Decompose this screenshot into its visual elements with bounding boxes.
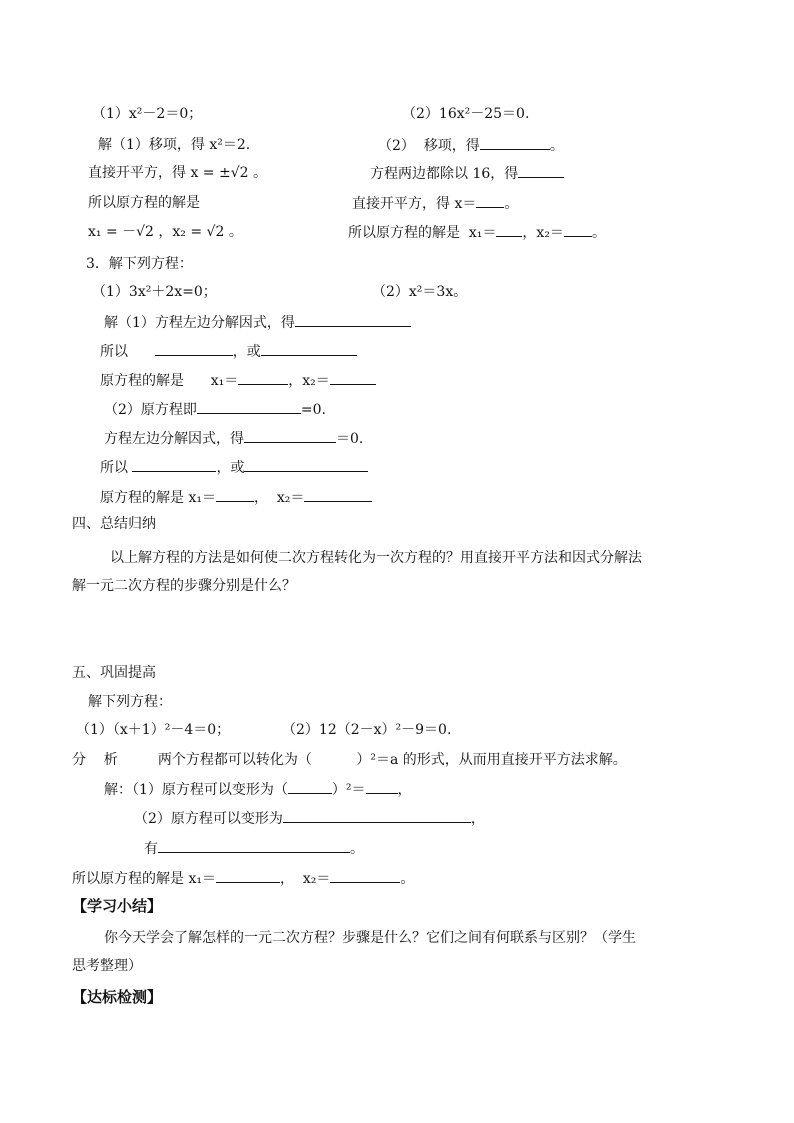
p2-sol2-line4-x2: x₂＝: [536, 225, 564, 241]
answer-blank[interactable]: [238, 370, 288, 385]
solution3-text: 有: [144, 841, 158, 857]
p3-line4-text: （2）原方程即: [104, 402, 197, 418]
p2-question-2: （2）16x²－25＝0.: [402, 106, 530, 122]
p2-sol2-line2-text: 方程两边都除以 16，得: [370, 166, 519, 182]
section5-question-2: （2）12（2－x）²－9＝0.: [282, 722, 452, 738]
p3-title: 3．解下列方程：: [86, 256, 193, 272]
p2-sol2-line3: 直接开平方，得 x＝ 。: [352, 193, 518, 214]
p3-line3-text: 原方程的解是: [100, 373, 184, 389]
p3-line3-x2: ，x₂＝: [288, 373, 330, 389]
section5-solution-1: [104, 779, 412, 800]
answer-blank[interactable]: [496, 222, 522, 237]
answer-blank[interactable]: [304, 487, 372, 502]
p3-line2-or: ，或: [232, 344, 261, 360]
answer-blank[interactable]: [197, 399, 301, 414]
p2-sol2-line3-text: 直接开平方，得 x＝: [352, 196, 477, 212]
solution1-end: ，: [397, 782, 412, 798]
answer-blank[interactable]: [132, 457, 216, 472]
solution1-mid: ）²＝: [331, 782, 366, 798]
p2-sol2-line1-text: （2） 移项，得: [378, 138, 480, 154]
section4-paragraph-line1: 以上解方程的方法是如何使二次方程转化为一次方程的？用直接开平方法和因式分解法: [110, 550, 642, 566]
p3-line7-text: 原方程的解是 x₁＝: [100, 490, 216, 506]
section5-intro: 解下列方程：: [88, 694, 172, 710]
answer-blank[interactable]: [366, 779, 398, 794]
p2-sol2-line4: 所以原方程的解是 x₁＝ ，x₂＝ 。: [348, 222, 606, 243]
answer-blank[interactable]: [288, 779, 332, 794]
answer-blank[interactable]: [216, 487, 254, 502]
solution2-text: （2）原方程可以变形为: [134, 811, 283, 827]
answer-blank[interactable]: [330, 868, 400, 883]
answer-blank[interactable]: [480, 135, 550, 150]
p3-line4-end: =0.: [300, 402, 327, 418]
analysis-label: 分 析: [72, 752, 118, 768]
p3-line6-text: 所以: [100, 460, 128, 476]
check-heading: 【达标检测】: [72, 988, 163, 1006]
answer-blank[interactable]: [330, 370, 376, 385]
p2-question-1: （1）x²－2＝0；: [92, 106, 203, 122]
p3-line6: [100, 457, 368, 478]
section5-analysis: [72, 750, 627, 770]
solution4-text: 所以原方程的解是 x₁＝: [72, 871, 216, 887]
p3-line4: [104, 399, 326, 420]
p2-sol1-line1: 解（1）移项，得 x²＝2.: [98, 137, 251, 153]
solution4-end: 。: [400, 871, 415, 887]
solution1-text: 解：（1）原方程可以变形为（: [104, 782, 288, 798]
p2-sol1-line4: x₁ = －√2 ，x₂ = √2 。: [88, 224, 243, 240]
answer-blank[interactable]: [261, 341, 357, 356]
answer-blank[interactable]: [295, 312, 411, 327]
p2-sol2-line1: （2） 移项，得 。: [378, 135, 564, 156]
answer-blank[interactable]: [155, 341, 233, 356]
p3-line6-or: ，或: [216, 460, 245, 476]
answer-blank[interactable]: [216, 868, 280, 883]
p3-line7: [100, 487, 372, 508]
p3-line1: [104, 312, 411, 333]
p3-question-1: （1）3x²＋2x=0；: [92, 284, 217, 300]
answer-blank[interactable]: [158, 838, 350, 853]
answer-blank[interactable]: [564, 222, 592, 237]
p2-sol2-line2: [370, 163, 564, 184]
p3-line5: [104, 428, 363, 449]
p3-line5-end: ＝0.: [336, 431, 364, 447]
summary-paragraph-line1: 你今天学会了解怎样的一元二次方程？步骤是什么？它们之间有何联系与区别？（学生: [104, 930, 636, 946]
p3-line7-x2: ， x₂＝: [253, 490, 305, 506]
p2-sol1-line3: 所以原方程的解是: [88, 195, 200, 211]
solution4-x2: ， x₂＝: [279, 871, 331, 887]
summary-heading: 【学习小结】: [72, 897, 163, 915]
section4-paragraph-line2: 解一元二次方程的步骤分别是什么？: [72, 578, 296, 594]
answer-blank[interactable]: [283, 808, 471, 823]
solution3-end: 。: [350, 841, 364, 857]
answer-blank[interactable]: [244, 428, 336, 443]
section5-solution-4: [72, 868, 414, 889]
section5-question-1: （1）（x＋1）²－4＝0；: [76, 722, 231, 738]
p3-line2: [100, 341, 357, 362]
answer-blank[interactable]: [518, 163, 564, 178]
section5-heading: 五、巩固提高: [72, 665, 156, 681]
answer-blank[interactable]: [244, 457, 368, 472]
p3-line2-text: 所以: [100, 344, 128, 360]
section5-solution-2: [134, 808, 485, 829]
section5-solution-3: [144, 838, 364, 859]
p3-line5-text: 方程左边分解因式，得: [104, 431, 244, 447]
p3-line3-x1: x₁＝: [210, 373, 239, 389]
p2-sol1-line2: 直接开平方，得 x = ±√2 。: [88, 165, 267, 181]
summary-paragraph-line2: 思考整理）: [72, 958, 142, 974]
analysis-text: 两个方程都可以转化为（: [157, 752, 312, 768]
p2-sol2-line4-text: 所以原方程的解是 x₁＝: [348, 225, 497, 241]
answer-blank[interactable]: [476, 193, 504, 208]
p3-line3: [100, 370, 376, 391]
p3-line1-text: 解（1）方程左边分解因式，得: [104, 315, 295, 331]
solution2-end: ，: [470, 811, 485, 827]
analysis-text-end: ）²＝a 的形式，从而用直接开平方法求解。: [356, 752, 627, 768]
section4-heading: 四、总结归纳: [72, 516, 156, 532]
p3-question-2: （2）x²＝3x。: [372, 284, 468, 300]
